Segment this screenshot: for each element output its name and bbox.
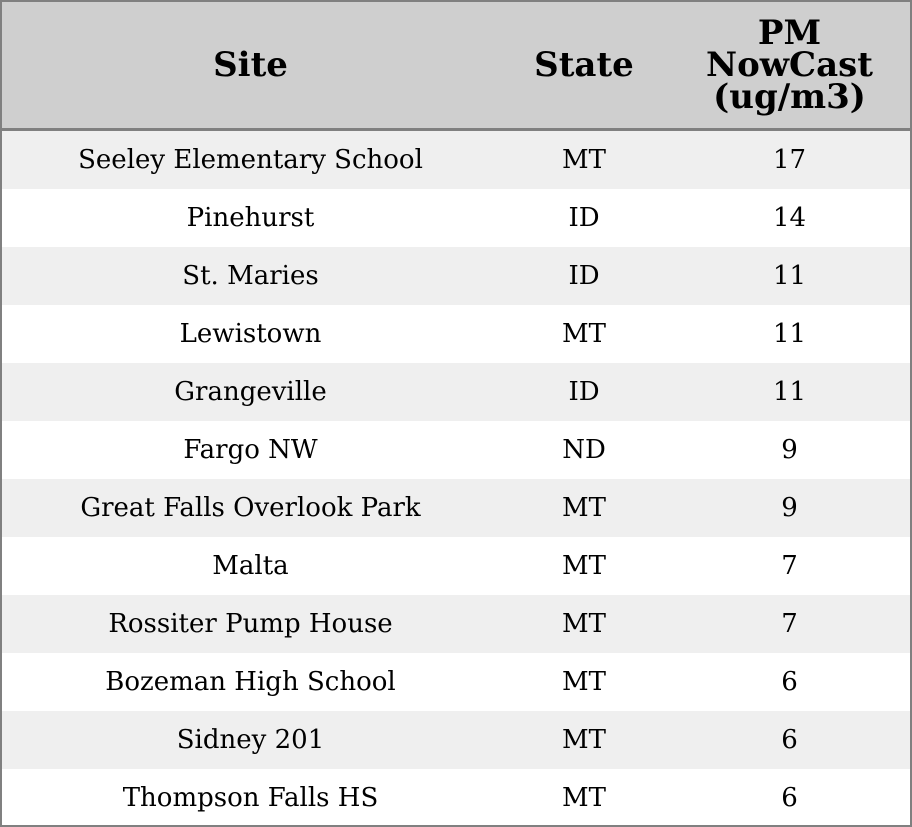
table-row [2,305,910,363]
cell-site: Pinehurst [2,189,499,247]
cell-pm: 7 [669,595,910,653]
cell-site: Great Falls Overlook Park [2,479,499,537]
table-row [2,130,910,190]
column-header-pm-line: (ug/m3) [713,77,866,117]
cell-state: ID [499,363,669,421]
cell-site: Lewistown [2,305,499,363]
table-row [2,711,910,769]
table-row [2,653,910,711]
table-row [2,363,910,421]
cell-site: Seeley Elementary School [2,130,499,190]
table-row [2,247,910,305]
cell-state: MT [499,653,669,711]
cell-site: Bozeman High School [2,653,499,711]
column-header-pm-line: NowCast [706,45,873,85]
cell-pm: 9 [669,479,910,537]
cell-pm: 6 [669,711,910,769]
cell-state: MT [499,769,669,827]
cell-pm: 9 [669,421,910,479]
cell-state: ND [499,421,669,479]
pm-nowcast-table [2,2,910,827]
cell-state: MT [499,305,669,363]
column-header-site: Site [2,2,499,130]
cell-site: Sidney 201 [2,711,499,769]
table-row [2,537,910,595]
column-header-pm [669,2,910,130]
column-header-pm-line: PM [757,13,822,53]
cell-pm: 17 [669,130,910,190]
cell-site: Rossiter Pump House [2,595,499,653]
header-row [2,2,910,130]
table-row [2,189,910,247]
cell-site: Malta [2,537,499,595]
cell-site: Fargo NW [2,421,499,479]
table-row [2,479,910,537]
cell-state: ID [499,247,669,305]
cell-state: MT [499,537,669,595]
cell-state: ID [499,189,669,247]
table-header [2,2,910,130]
cell-site: Thompson Falls HS [2,769,499,827]
cell-pm: 6 [669,769,910,827]
table-row [2,769,910,827]
cell-state: MT [499,595,669,653]
column-header-state: State [499,2,669,130]
cell-state: MT [499,711,669,769]
cell-pm: 11 [669,247,910,305]
table-body [2,130,910,827]
cell-pm: 6 [669,653,910,711]
cell-site: St. Maries [2,247,499,305]
cell-pm: 7 [669,537,910,595]
cell-pm: 11 [669,305,910,363]
table-row [2,595,910,653]
cell-pm: 14 [669,189,910,247]
cell-state: MT [499,479,669,537]
cell-pm: 11 [669,363,910,421]
cell-state: MT [499,130,669,190]
cell-site: Grangeville [2,363,499,421]
table-row [2,421,910,479]
